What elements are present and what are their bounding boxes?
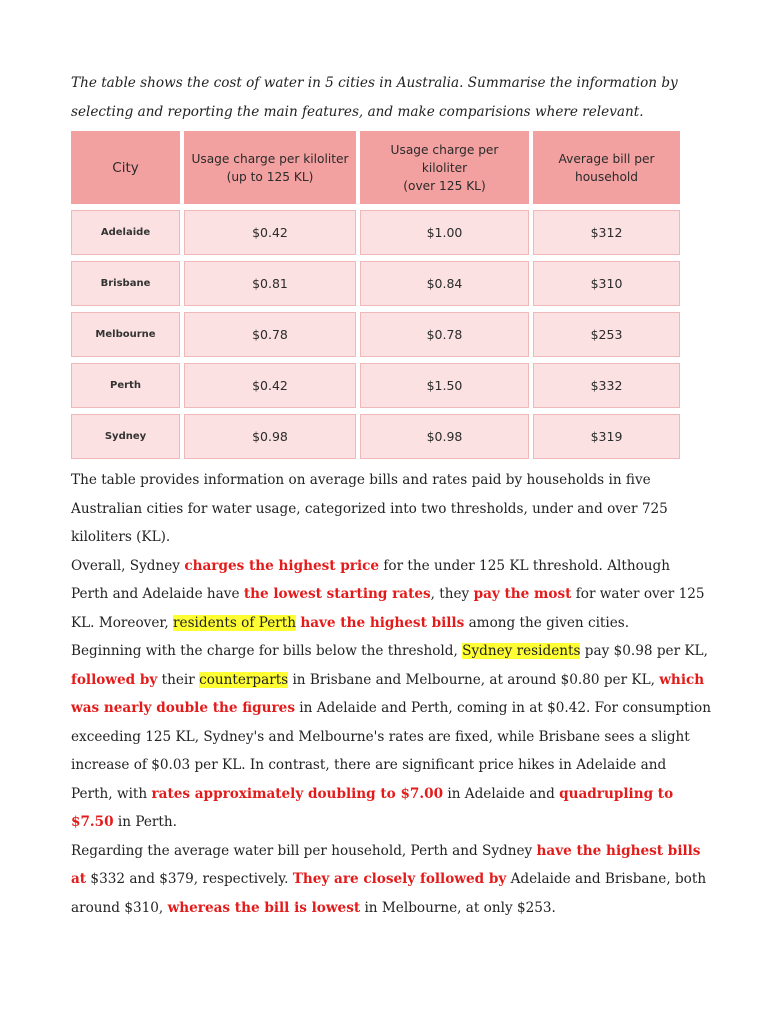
table-row-city: Brisbane [71, 261, 180, 306]
table-row-city: Sydney [71, 414, 180, 459]
task-line-1: The table shows the cost of water in 5 cities in Australia. Summarise the information by [71, 75, 678, 91]
table-cell-high: $0.78 [360, 312, 529, 357]
table-row-city: Melbourne [71, 312, 180, 357]
table-cell-bill: $253 [533, 312, 680, 357]
highlight-yellow: counterparts [199, 671, 289, 688]
table-cell-high: $0.98 [360, 414, 529, 459]
header-average-bill: Average bill per household [533, 131, 680, 204]
highlight-red: rates approximately doubling to $7.00 [151, 785, 444, 802]
header-usage-over-125: Usage charge per kiloliter (over 125 KL) [360, 131, 529, 204]
highlight-red: quadrupling to $7.50 [71, 785, 674, 830]
highlight-red: have the highest bills at [71, 842, 701, 887]
task-line-2: selecting and reporting the main features, and make comparisions where relevant. [71, 103, 644, 120]
highlight-red: They are closely followed by [292, 871, 507, 887]
table-cell-high: $1.00 [360, 210, 529, 255]
highlight-red: have the highest bills [300, 614, 465, 631]
water-cost-table [71, 131, 680, 459]
essay-overview-paragraph: Overall, Sydney charges the highest price for the under 125 KL threshold. Although Perth and Adelaide have the lowest starting rates, they pay the most for water over 125 KL. Moreover, residents of Perth have the highest bills among the given cities. [71, 557, 705, 631]
table-cell-bill: $319 [533, 414, 680, 459]
highlight-red: which was nearly double the figures [71, 671, 705, 716]
table-cell-high: $0.84 [360, 261, 529, 306]
table-row-city: Perth [71, 363, 180, 408]
header-usage-up-to-125: Usage charge per kiloliter (up to 125 KL) [184, 131, 356, 204]
table-cell-low: $0.78 [184, 312, 356, 357]
essay-bill-paragraph: Regarding the average water bill per household, Perth and Sydney have the highest bills at $332 and $379, respectively. They are closely followed by Adelaide and Brisbane, both around $310, whereas the bill is lowest in Melbourne, at only $253. [71, 842, 707, 916]
table-cell-low: $0.42 [184, 363, 356, 408]
table-cell-low: $0.42 [184, 210, 356, 255]
highlight-red: followed by [71, 671, 158, 688]
essay-intro-paragraph: The table provides information on average bills and rates paid by households in five Australian cities for water usage, categorized into two thresholds, under and over 725 kiloliters (KL). [71, 472, 668, 545]
essay-detail-paragraph: Beginning with the charge for bills below the threshold, Sydney residents pay $0.98 per KL, followed by their counterparts in Brisbane and Melbourne, at around $0.80 per KL, which was nearly double the figures in Adelaide and Perth, coming in at $0.42. For consumption exceeding 125 KL, Sydney's and Melbourne's rates are fixed, while Brisbane sees a slight increase of $0.03 per KL. In contrast, there are significant price hikes in Adelaide and Perth, with rates approximately doubling to $7.00 in Adelaide and quadrupling to $7.50 in Perth. [71, 643, 711, 830]
table-cell-bill: $312 [533, 210, 680, 255]
highlight-red: charges the highest price [184, 557, 380, 574]
task-prompt [71, 69, 711, 126]
highlight-red: the lowest starting rates [243, 586, 431, 602]
table-cell-low: $0.98 [184, 414, 356, 459]
highlight-yellow: residents of Perth [173, 614, 296, 631]
highlight-red: pay the most [473, 586, 572, 602]
highlight-red: whereas the bill is lowest [167, 899, 361, 916]
highlight-yellow: Sydney residents [462, 643, 581, 659]
table-cell-bill: $310 [533, 261, 680, 306]
table-cell-bill: $332 [533, 363, 680, 408]
table-row-city: Adelaide [71, 210, 180, 255]
table-cell-high: $1.50 [360, 363, 529, 408]
header-city: City [71, 131, 180, 204]
table-cell-low: $0.81 [184, 261, 356, 306]
essay-body [71, 466, 711, 922]
